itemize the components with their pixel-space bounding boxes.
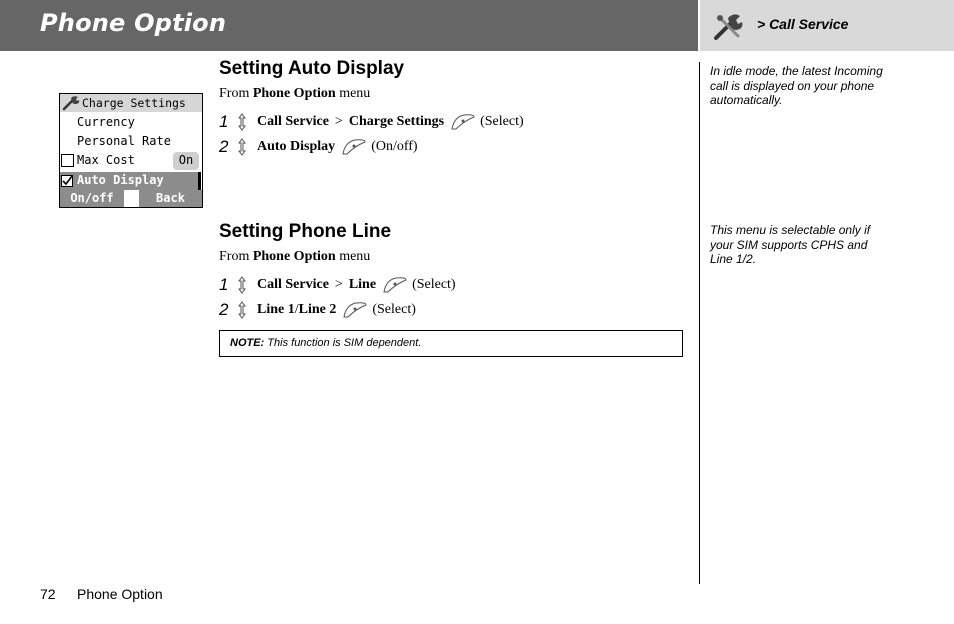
softkey-icon [450,113,476,131]
from-menu-name: Phone Option [252,86,336,101]
page-title: Phone Option [40,9,227,37]
note-text [230,337,421,349]
menu-item-currency: Currency [77,115,135,129]
status-badge-on: On [173,152,199,170]
step-action: (On/off) [371,139,418,154]
footer-label: Phone Option [77,586,163,602]
step-number: 2 [219,137,229,156]
phone-screen-titlebar [60,94,202,112]
step-2-phone-line [219,300,416,320]
from-prefix: From [219,86,250,101]
section-heading-phone-line: Setting Phone Line [219,221,392,242]
step-menu-charge-settings: Charge Settings [348,114,445,129]
step-separator: > [334,114,343,129]
from-suffix: menu [339,249,371,264]
settings-tool-icon [62,95,80,111]
step-menu-call-service: Call Service [257,277,329,292]
checked-checkbox-icon [61,175,73,187]
menu-item-max-cost: Max Cost [77,153,135,167]
step-menu-auto-display: Auto Display [257,139,336,154]
note-box [219,330,683,357]
wrench-screwdriver-icon [712,12,746,42]
step-menu-line-2: Line 2 [298,302,337,317]
softkey-right: Back [139,190,202,207]
softkey-icon [341,138,367,156]
nav-key-icon [233,301,251,319]
step-1-phone-line [219,275,456,295]
step-number: 1 [219,275,229,294]
checkbox-max-cost [61,154,74,167]
page-number: 72 [40,586,56,602]
side-note-phone-line: This menu is selectable only if your SIM supports CPHS and Line 1/2. [710,223,871,266]
breadcrumb: > Call Service [757,16,849,32]
step-menu-line-1: Line 1 [257,302,295,317]
nav-key-icon [233,276,251,294]
step-1-auto-display [219,112,524,132]
from-prefix: From [219,249,250,264]
column-divider [699,62,700,584]
phone-screen [59,93,203,208]
scrollbar-indicator [198,172,201,190]
step-action: (Select) [372,302,416,317]
section-heading-auto-display: Setting Auto Display [219,58,405,79]
note-label: NOTE: [230,337,265,349]
step-action: (Select) [412,277,456,292]
menu-item-auto-display-selected [60,172,200,190]
menu-item-personal-rate: Personal Rate [77,134,171,148]
softkey-icon [342,301,368,319]
step-action: (Select) [480,114,524,129]
softkey-left: On/off [60,190,124,207]
from-line-auto-display [219,86,370,102]
header-bar [0,0,698,51]
side-note-auto-display: In idle mode, the latest Incoming call is displayed on your phone automatically. [710,64,883,107]
nav-key-icon [233,113,251,131]
header-breadcrumb-panel [700,0,954,51]
step-number: 1 [219,112,229,131]
nav-key-icon [233,138,251,156]
step-separator: > [334,277,343,292]
from-line-phone-line [219,249,370,265]
softkey-icon [382,276,408,294]
step-slash: / [294,302,299,317]
note-body: This function is SIM dependent. [267,337,422,349]
step-menu-line: Line [348,277,377,292]
from-menu-name: Phone Option [252,249,336,264]
menu-item-auto-display: Auto Display [77,173,164,187]
phone-screen-title: Charge Settings [82,96,186,110]
from-suffix: menu [339,86,371,101]
step-number: 2 [219,300,229,319]
step-2-auto-display [219,137,418,157]
step-menu-call-service: Call Service [257,114,329,129]
